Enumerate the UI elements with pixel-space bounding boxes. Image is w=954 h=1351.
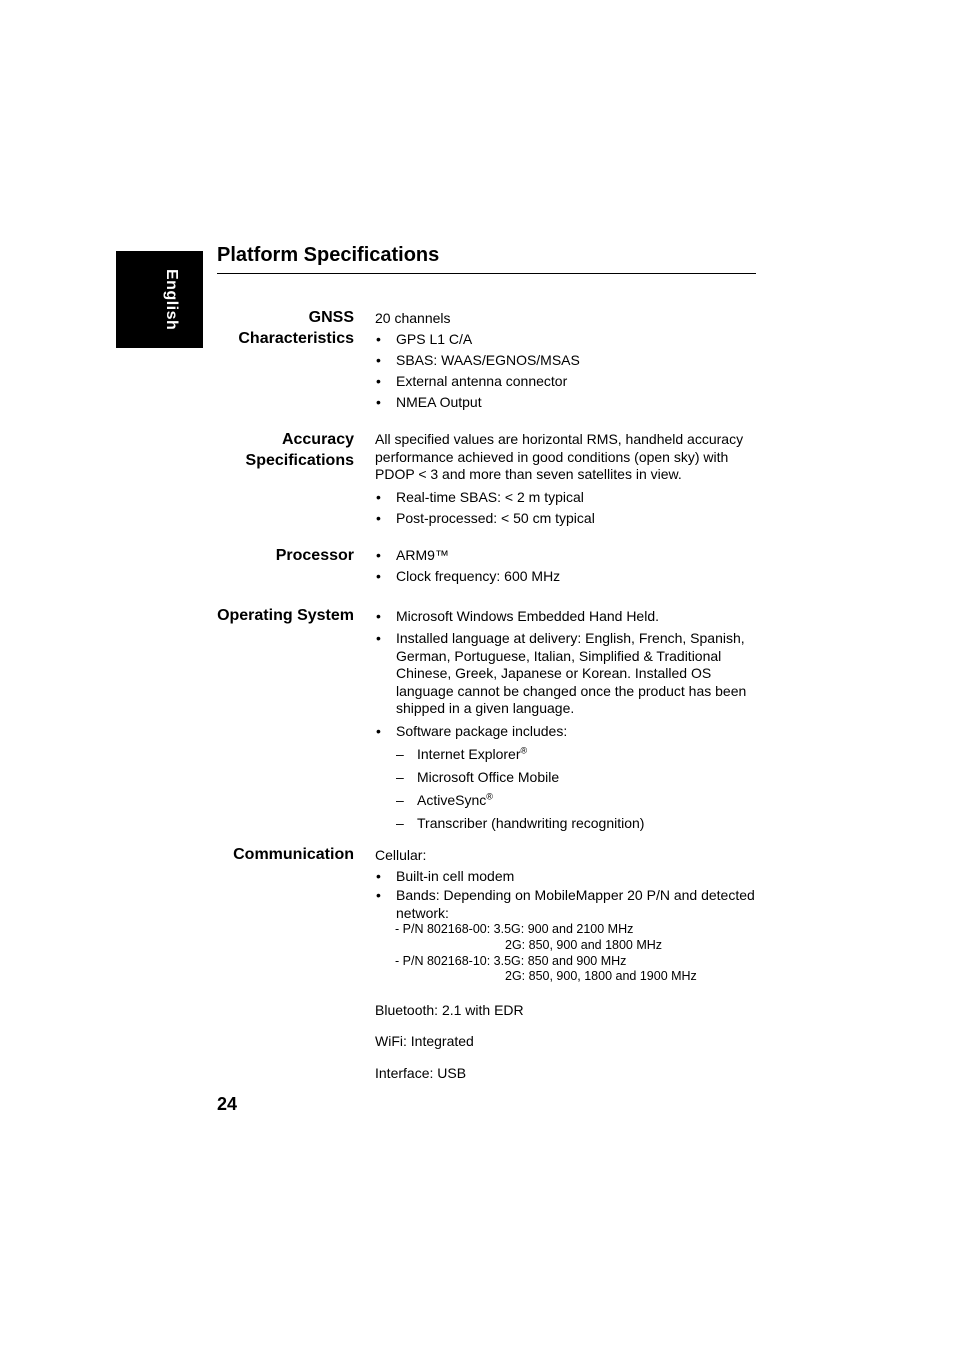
list-item: • Real-time SBAS: < 2 m typical xyxy=(375,487,770,508)
list-item: • Post-processed: < 50 cm typical xyxy=(375,508,770,529)
language-tab-label: English xyxy=(163,269,180,331)
os-section-body xyxy=(375,606,770,834)
communication-section-body xyxy=(375,845,770,985)
sub-list-item: – Microsoft Office Mobile xyxy=(375,767,770,788)
accuracy-label-line-2: Specifications xyxy=(245,452,354,469)
communication-section-label xyxy=(233,844,354,865)
accuracy-section-label xyxy=(246,429,354,471)
list-item: • Software package includes: xyxy=(375,721,770,742)
gnss-label-line-2: Characteristics xyxy=(238,330,354,347)
wifi-line-wrap xyxy=(375,1031,770,1052)
page-number: 24 xyxy=(217,1094,238,1114)
list-item: • External antenna connector xyxy=(375,371,770,392)
sub-list-item xyxy=(375,744,770,765)
accuracy-section-body xyxy=(375,431,770,529)
wifi-spec: WiFi: Integrated xyxy=(375,1033,474,1049)
registered-mark: ® xyxy=(486,790,493,801)
cellular-label: Cellular: xyxy=(375,847,427,863)
gnss-label-line-1: GNSS xyxy=(308,309,354,326)
interface-spec: Interface: USB xyxy=(375,1065,467,1081)
part-number-line: 2G: 850, 900, 1800 and 1900 MHz xyxy=(505,969,697,984)
list-item: • Built-in cell modem xyxy=(375,866,770,887)
page-title: Platform Specifications xyxy=(217,244,440,266)
list-item: • GPS L1 C/A xyxy=(375,329,770,350)
list-item: • ARM9™ xyxy=(375,545,770,566)
part-number-line: - P/N 802168-00: 3.5G: 900 and 2100 MHz xyxy=(395,922,634,936)
title-divider xyxy=(217,273,756,274)
os-label: Operating System xyxy=(217,607,354,624)
gnss-section-body xyxy=(375,308,770,413)
part-number-line: - P/N 802168-10: 3.5G: 850 and 900 MHz xyxy=(395,953,627,968)
processor-section-body xyxy=(375,545,770,587)
processor-section-label xyxy=(276,545,354,566)
list-item: • NMEA Output xyxy=(375,392,770,413)
list-item: • Installed language at delivery: English, French, Spanish, German, Portuguese, Italian, Simplified & Traditional Chinese, Greek, Japanese or Korean. Installed OS language cannot be changed once the product has been shipped in a given language. xyxy=(375,630,770,718)
gnss-section-label xyxy=(238,307,354,349)
gnss-intro: 20 channels xyxy=(375,310,451,326)
list-item: • SBAS: WAAS/EGNOS/MSAS xyxy=(375,350,770,371)
bluetooth-line-wrap xyxy=(375,1000,770,1021)
registered-mark: ® xyxy=(520,744,528,755)
sub-list-item-text: ActiveSync xyxy=(417,791,487,808)
os-section-label xyxy=(217,605,354,626)
list-item: • Bands: Depending on MobileMapper 20 P/N and detected network: xyxy=(375,887,770,922)
processor-label: Processor xyxy=(275,547,354,564)
sub-list-item-text: Internet Explorer xyxy=(417,745,521,762)
communication-label: Communication xyxy=(233,846,354,863)
accuracy-label-line-1: Accuracy xyxy=(281,431,354,448)
sub-list-item xyxy=(375,790,770,811)
list-item: • Clock frequency: 600 MHz xyxy=(375,566,770,587)
interface-line-wrap xyxy=(375,1063,770,1084)
bluetooth-spec: Bluetooth: 2.1 with EDR xyxy=(375,1002,524,1018)
list-item: • Microsoft Windows Embedded Hand Held. xyxy=(375,606,770,627)
accuracy-intro: All specified values are horizontal RMS, handheld accuracy performance achieved in good conditions (open sky) with PDOP < 3 and more than seven satellites in view. xyxy=(375,431,744,482)
part-number-line: 2G: 850, 900 and 1800 MHz xyxy=(505,937,663,952)
language-tab xyxy=(116,251,203,348)
sub-list-item: – Transcriber (handwriting recognition) xyxy=(375,813,770,834)
